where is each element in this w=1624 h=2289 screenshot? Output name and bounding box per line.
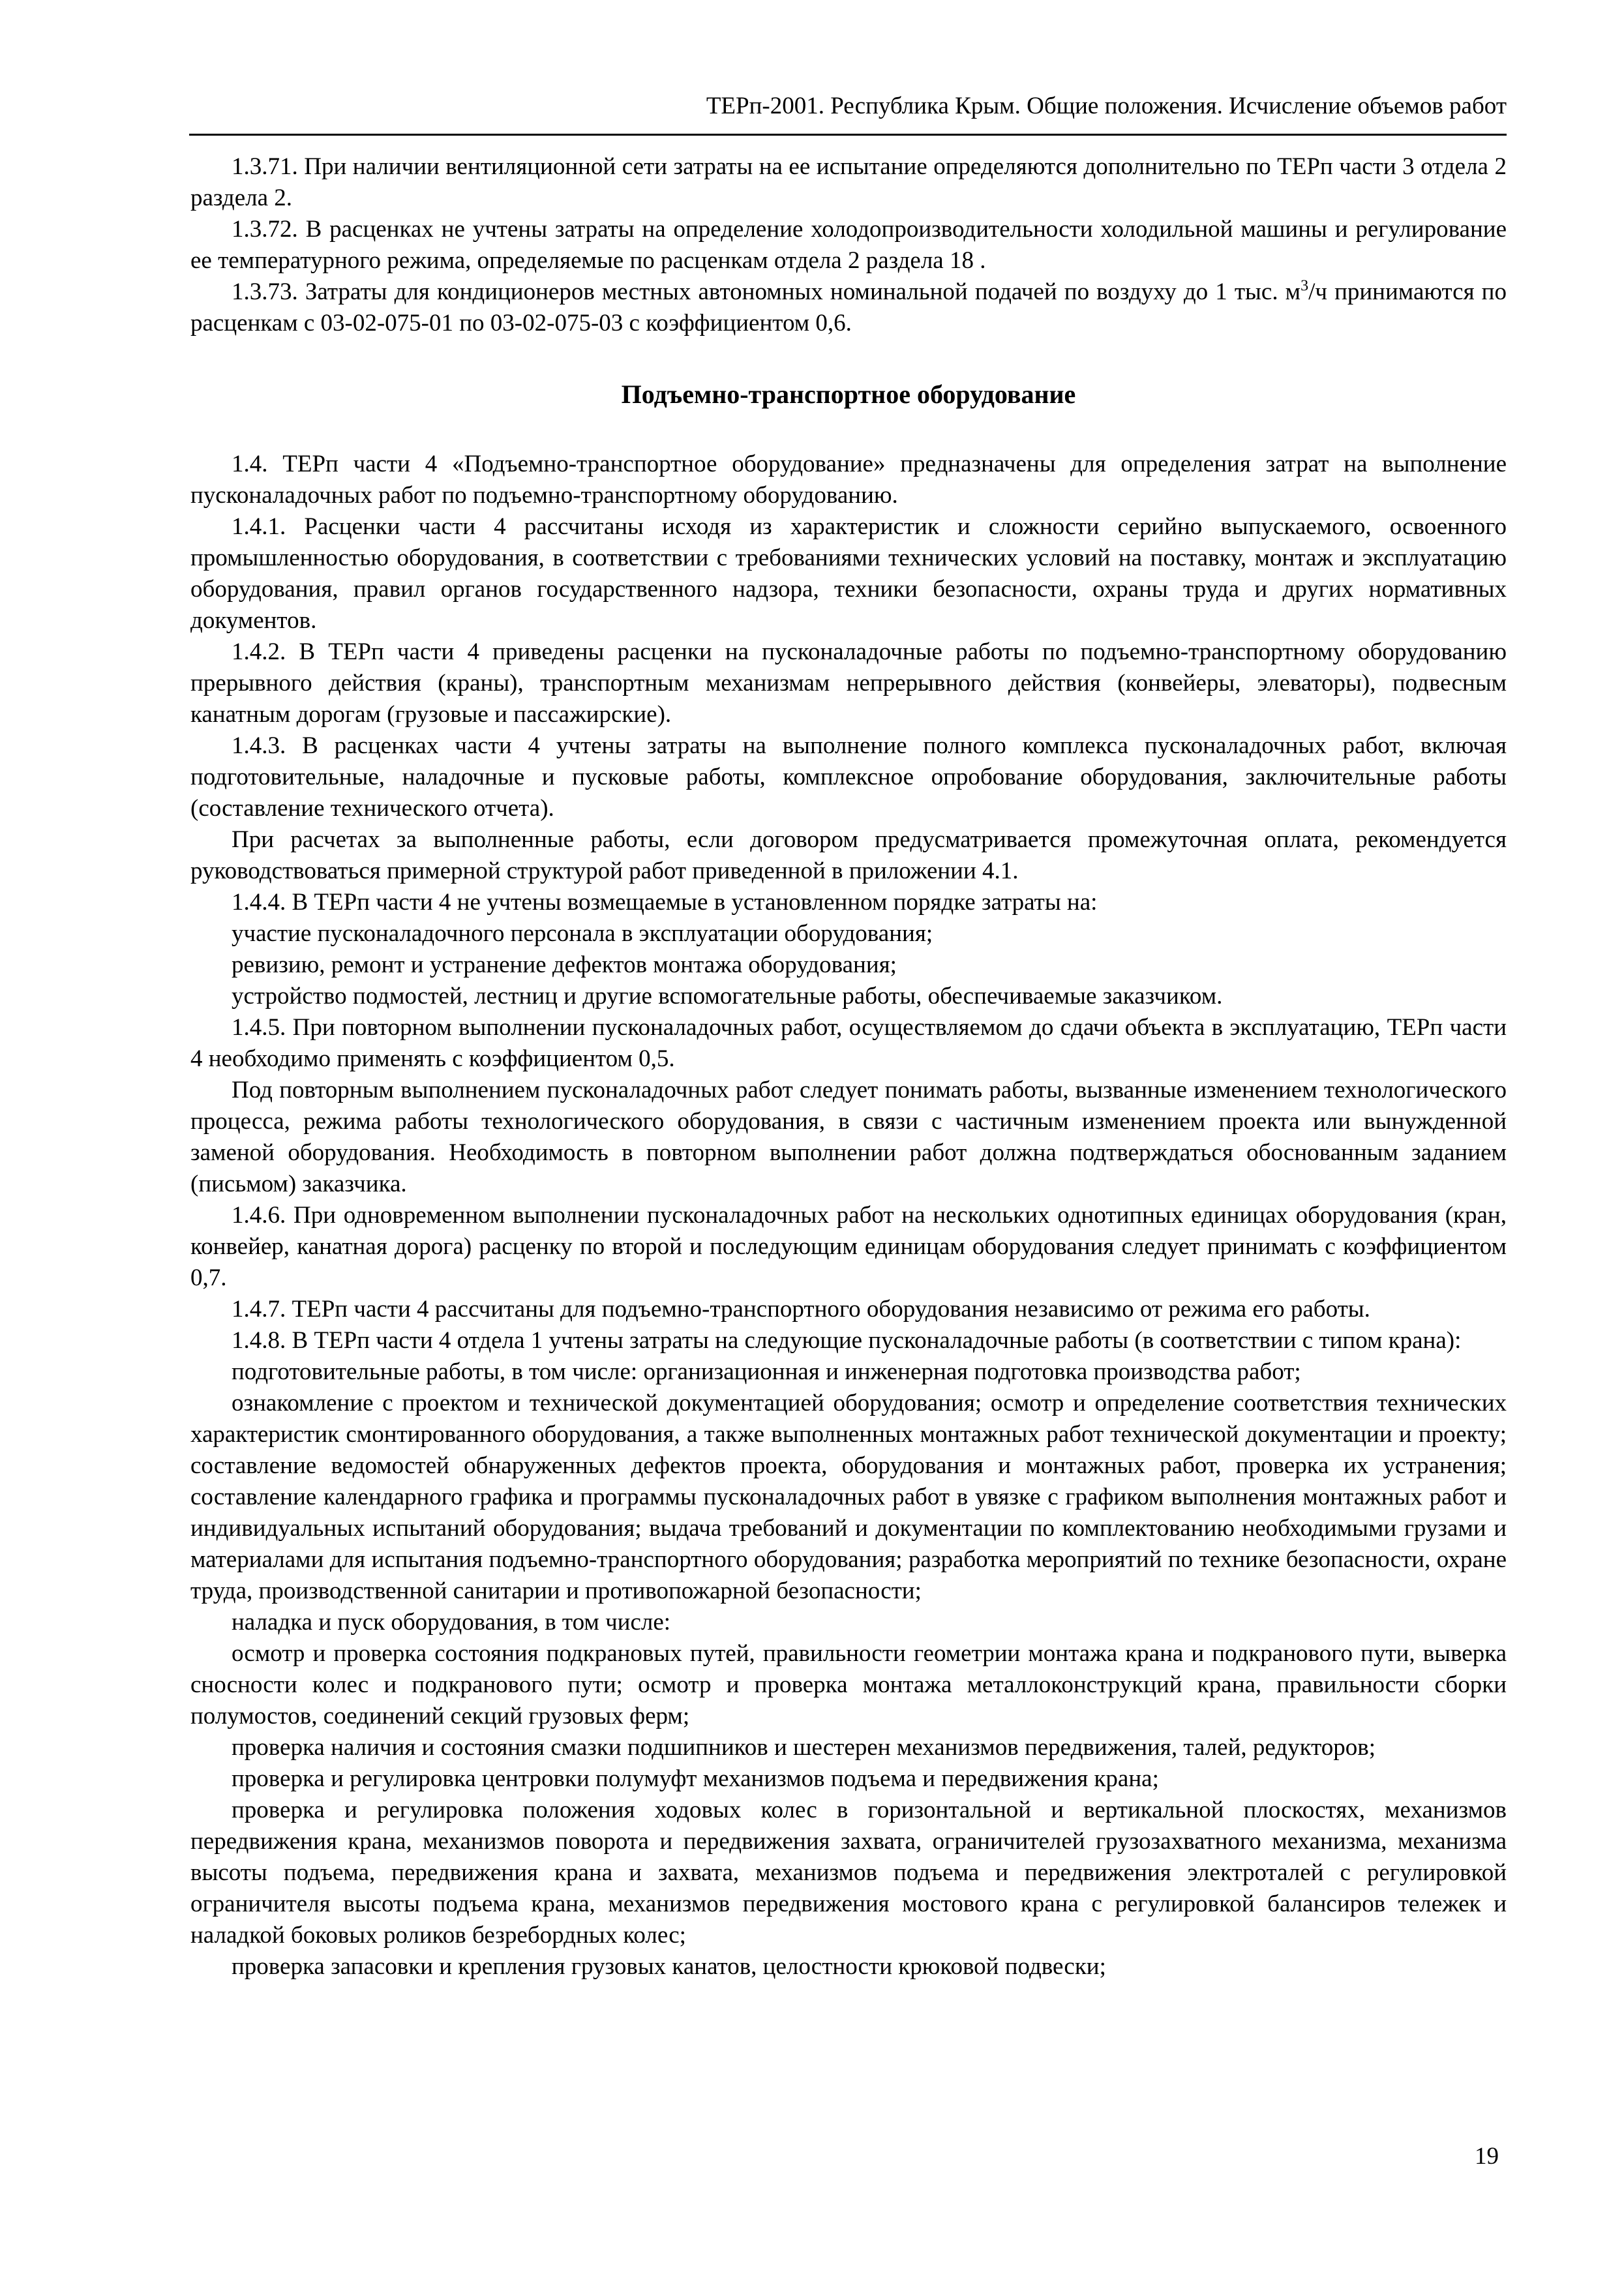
paragraph: 1.3.71. При наличии вентиляционной сети затраты на ее испытание определяются дополнительно по ТЕРп части 3 отдела 2 раздела 2. bbox=[190, 153, 1507, 211]
paragraph: 1.4.7. ТЕРп части 4 рассчитаны для подъемно-транспортного оборудования независимо от режима его работы. bbox=[232, 1296, 1370, 1323]
list-item: проверка запасовки и крепления грузовых канатов, целостности крюковой подвески; bbox=[232, 1953, 1106, 1980]
paragraph bbox=[190, 277, 1507, 339]
paragraph: 1.4.6. При одновременном выполнении пусконаладочных работ на нескольких однотипных единицах оборудования (кран, конвейер, канатная дорога) расценку по второй и последующим единицам оборудования следует принимать с коэффициентом 0,7. bbox=[190, 1202, 1507, 1291]
paragraph: 1.4.3. В расценках части 4 учтены затраты на выполнение полного комплекса пусконаладочных работ, включая подготовительные, наладочные и пусковые работы, комплексное опробование оборудования, заключительные работы (составление технического отчета). bbox=[190, 732, 1507, 822]
paragraph: 1.3.72. В расценках не учтены затраты на определение холодопроизводительности холодильной машины и регулирование ее температурного режима, определяемые по расценкам отдела 2 раздела 18 . bbox=[190, 216, 1507, 274]
paragraph: 1.4. ТЕРп части 4 «Подъемно-транспортное оборудование» предназначены для определения затрат на выполнение пусконаладочных работ по подъемно-транспортному оборудованию. bbox=[190, 451, 1507, 509]
list-item: проверка и регулировка центровки полумуфт механизмов подъема и передвижения крана; bbox=[232, 1765, 1159, 1792]
paragraph: 1.4.1. Расценки части 4 рассчитаны исходя из характеристик и сложности серийно выпускаемого, освоенного промышленностью оборудования, в соответствии с требованиями технических условий на поставку, монтаж и эксплуатацию оборудования, правил органов государственного надзора, техники безопасности, охраны труда и других нормативных документов. bbox=[190, 513, 1507, 634]
list-item: устройство подмостей, лестниц и другие вспомогательные работы, обеспечиваемые заказчиком. bbox=[232, 983, 1223, 1010]
paragraph: 1.4.2. В ТЕРп части 4 приведены расценки на пусконаладочные работы по подъемно-транспортному оборудованию прерывного действия (краны), транспортным механизмам непрерывного действия (конвейеры, элеваторы), подвесным канатным дорогам (грузовые и пассажирские). bbox=[190, 638, 1507, 728]
list-item: осмотр и проверка состояния подкрановых путей, правильности геометрии монтажа крана и подкранового пути, выверка сносности колес и подкранового пути; осмотр и проверка монтажа металлоконструкций крана, правильности сборки полумостов, соединений секций грузовых ферм; bbox=[190, 1640, 1507, 1729]
page-number: 19 bbox=[1475, 2143, 1499, 2170]
paragraph: Под повторным выполнением пусконаладочных работ следует понимать работы, вызванные изменением технологического процесса, режима работы технологического оборудования, в связи с частичным изменением проекта или вынужденной заменой оборудования. Необходимость в повторном выполнении работ должна подтверждаться обоснованным заданием (письмом) заказчика. bbox=[190, 1077, 1507, 1197]
list-item: ознакомление с проектом и технической документацией оборудования; осмотр и определение соответствия технических характеристик смонтированного оборудования, а также выполненных монтажных работ технической документации и проекту; составление ведомостей обнаруженных дефектов проекта, оборудования и монтажных работ, проверка их устранения; составление календарного графика и программы пусконаладочных работ в увязке с графиком выполнения монтажных работ и индивидуальных испытаний оборудования; выдача требований и документации по комплектованию необходимыми грузами и материалами для испытания подъемно-транспортного оборудования; разработка мероприятий по технике безопасности, охране труда, производственной санитарии и противопожарной безопасности; bbox=[190, 1390, 1507, 1604]
paragraph-text: 1.3.73. Затраты для кондиционеров местных автономных номинальной подачей по воздуху до 1 тыс. м bbox=[232, 278, 1301, 305]
superscript: 3 bbox=[1301, 277, 1309, 295]
list-item: подготовительные работы, в том числе: организационная и инженерная подготовка производства работ; bbox=[232, 1358, 1301, 1385]
list-item: проверка наличия и состояния смазки подшипников и шестерен механизмов передвижения, талей, редукторов; bbox=[232, 1734, 1376, 1761]
section-heading: Подъемно-транспортное оборудование bbox=[621, 380, 1076, 409]
paragraph: 1.4.4. В ТЕРп части 4 не учтены возмещаемые в установленном порядке затраты на: bbox=[232, 889, 1098, 916]
list-item: проверка и регулировка положения ходовых колес в горизонтальной и вертикальной плоскостях, механизмов передвижения крана, механизмов поворота и передвижения захвата, ограничителей грузозахватного механизма, механизма высоты подъема, передвижения крана и захвата, механизмов подъема и передвижения электроталей с регулировкой ограничителя высоты подъема крана, механизмов передвижения мостового крана с регулировкой балансиров тележек и наладкой боковых роликов безребордных колес; bbox=[190, 1797, 1507, 1949]
paragraph: 1.4.8. В ТЕРп части 4 отдела 1 учтены затраты на следующие пусконаладочные работы (в соответствии с типом крана): bbox=[232, 1327, 1462, 1354]
running-header: ТЕРп-2001. Республика Крым. Общие положения. Исчисление объемов работ bbox=[706, 93, 1507, 119]
paragraph-text: /ч принимаются по расценкам с 03-02-075-01 по 03-02-075-03 с коэффициентом 0,6. bbox=[190, 278, 1507, 337]
paragraph: 1.4.5. При повторном выполнении пусконаладочных работ, осуществляемом до сдачи объекта в эксплуатацию, ТЕРп части 4 необходимо применять с коэффициентом 0,5. bbox=[190, 1014, 1507, 1072]
paragraph: При расчетах за выполненные работы, если договором предусматривается промежуточная оплата, рекомендуется руководствоваться примерной структурой работ приведенной в приложении 4.1. bbox=[190, 826, 1507, 884]
list-item: участие пусконаладочного персонала в эксплуатации оборудования; bbox=[232, 920, 933, 947]
header-divider bbox=[189, 134, 1507, 136]
list-item: наладка и пуск оборудования, в том числе: bbox=[232, 1609, 671, 1636]
list-item: ревизию, ремонт и устранение дефектов монтажа оборудования; bbox=[232, 951, 897, 978]
document-body bbox=[190, 151, 1507, 1982]
